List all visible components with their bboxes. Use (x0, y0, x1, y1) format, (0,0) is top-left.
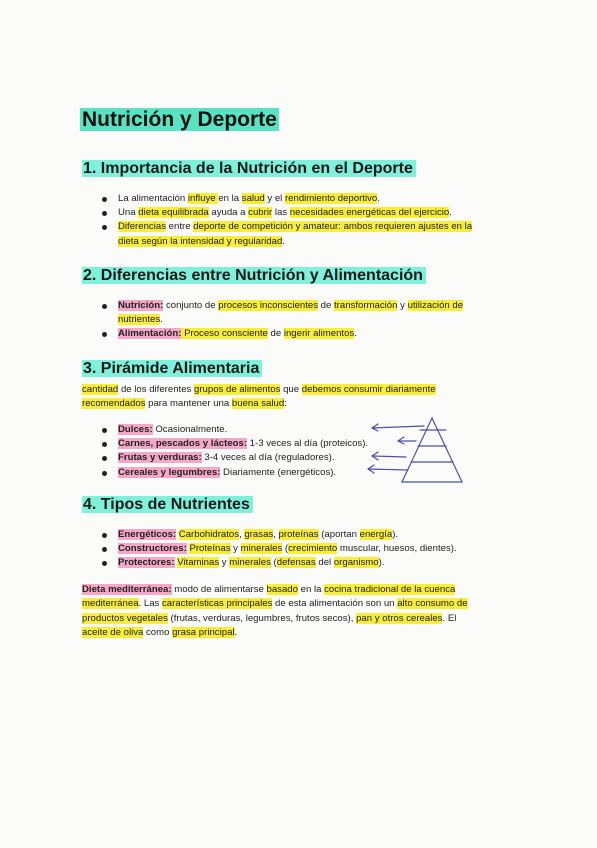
mediterranean-diet-paragraph: Dieta mediterránea: modo de alimentarse basado en la cocina tradicional de la cuenca mediterránea. Las características principales de esta alimentación son un alto consumo de productos vegetales (frutas, verduras, legumbres, frutos secos), pan y otros cereales. El aceite de oliva como grasa principal. (82, 584, 468, 639)
list-item: Frutas y verduras: 3-4 veces al día (reguladores). (100, 451, 400, 465)
section-4-list (100, 528, 520, 571)
list-item: Una dieta equilibrada ayuda a cubrir las necesidades energéticas del ejercicio. (100, 206, 520, 220)
list-item: La alimentación influye en la salud y el rendimiento deportivo. (100, 192, 520, 206)
section-4-heading: 4. Tipos de Nutrientes (82, 496, 253, 514)
document-title: Nutrición y Deporte (82, 108, 277, 131)
list-item: Dulces: Ocasionalmente. (100, 423, 400, 437)
pyramid-drawing (360, 412, 470, 486)
arrow-line (372, 426, 424, 428)
section-2-heading: 2. Diferencias entre Nutrición y Alimentación (82, 267, 426, 285)
section-1-heading: 1. Importancia de la Nutrición en el Deporte (82, 160, 416, 178)
arrow-line (368, 469, 408, 470)
list-item: Constructores: Proteínas y minerales (crecimiento muscular, huesos, dientes). (100, 542, 520, 556)
list-item: Energéticos: Carbohidratos, grasas, proteínas (aportan energía). (100, 528, 520, 542)
list-item: Protectores: Vitaminas y minerales (defensas del organismo). (100, 556, 520, 570)
section-1-list (100, 192, 520, 249)
list-item: Diferencias entre deporte de competición y amateur: ambos requieren ajustes en la dieta según la intensidad y regularidad. (100, 220, 520, 248)
arrow-line (372, 456, 406, 457)
list-item: Carnes, pescados y lácteos: 1-3 veces al día (proteicos). (100, 437, 400, 451)
section-2-list (100, 299, 520, 342)
list-item: Cereales y legumbres: Diariamente (energéticos). (100, 466, 400, 480)
section-3-heading: 3. Pirámide Alimentaria (82, 360, 262, 378)
list-item: Alimentación: Proceso consciente de ingerir alimentos. (100, 327, 520, 341)
section-3-intro: cantidad de los diferentes grupos de alimentos que debemos consumir diariamente recomendados para mantener una buena salud: (82, 384, 436, 410)
list-item: Nutrición: conjunto de procesos inconscientes de transformación y utilización de nutrientes. (100, 299, 520, 327)
section-3-list (100, 423, 400, 480)
pyramid-triangle (402, 418, 462, 482)
